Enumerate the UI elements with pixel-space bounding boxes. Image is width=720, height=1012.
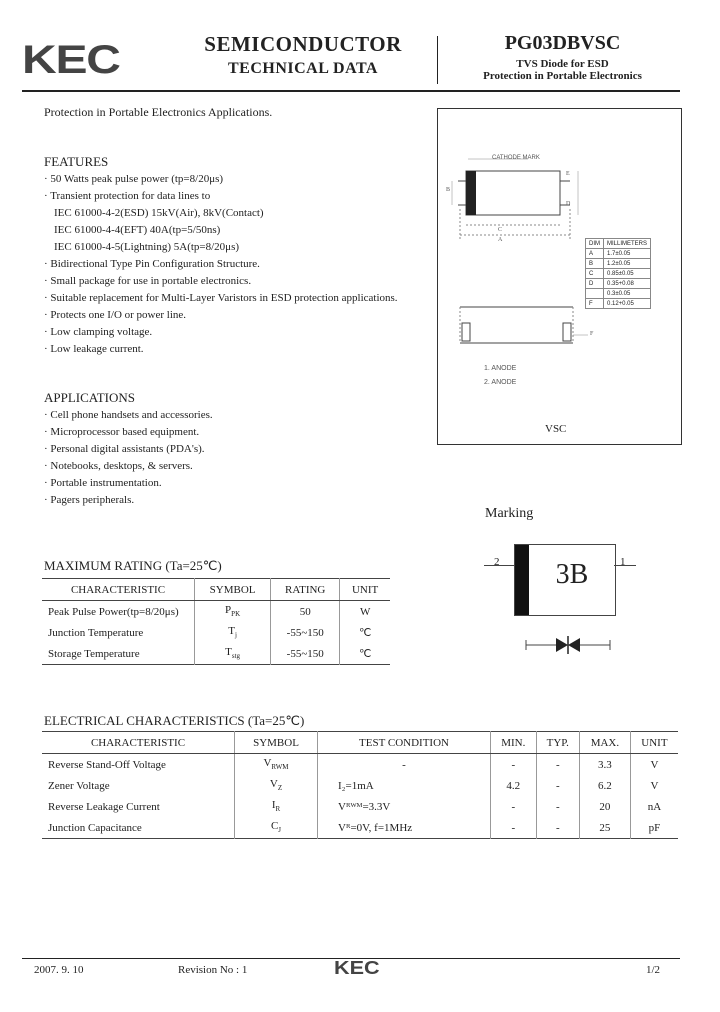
ec-unit: nA — [630, 796, 678, 817]
ec-condition: Vᴿᵂᴹ=3.3V — [318, 796, 491, 817]
part-description — [455, 58, 670, 82]
ec-col-symbol: SYMBOL — [235, 732, 318, 754]
pin2-label: 2. ANODE — [484, 379, 517, 386]
header-subtitle: TECHNICAL DATA — [228, 60, 378, 77]
table-row — [42, 775, 678, 796]
max-symbol: $T_j$ — [195, 622, 271, 643]
marking-code: 3B — [555, 559, 589, 590]
ec-min: - — [491, 796, 537, 817]
table-row — [42, 643, 390, 665]
ec-max: 3.3 — [579, 754, 630, 776]
cathode-band — [466, 171, 476, 215]
dim-label-b: B — [446, 187, 451, 193]
applications-list — [44, 407, 213, 509]
package-name: VSC — [545, 423, 567, 435]
application-item: · Personal digital assistants (PDA's). — [44, 443, 205, 455]
ec-unit: pF — [630, 817, 678, 839]
electrical-table — [42, 731, 678, 839]
application-item: · Microprocessor based equipment. — [44, 426, 200, 438]
ec-col-unit: UNIT — [630, 732, 678, 754]
max-rating-value: -55~150 — [271, 622, 340, 643]
max-unit: ℃ — [340, 622, 390, 643]
dim-header-mm: MILLIMETERS — [604, 239, 651, 249]
dim-cell: A — [586, 249, 604, 259]
package-outline-box — [437, 108, 682, 445]
dim-cell: 1.2±0.05 — [604, 259, 651, 269]
footer-kec-logo: KEC — [334, 958, 380, 978]
table-row — [42, 601, 390, 623]
applications-title: APPLICATIONS — [44, 390, 136, 405]
footer-revision: Revision No : 1 — [178, 964, 248, 976]
max-rating-table — [42, 578, 390, 665]
features-list — [44, 171, 398, 358]
features-title: FEATURES — [44, 154, 109, 169]
dim-cell: 0.85±0.05 — [604, 269, 651, 279]
dim-cell — [586, 289, 604, 299]
ec-typ: - — [536, 775, 579, 796]
feature-item: · Suitable replacement for Multi-Layer Varistors in ESD protection applications. — [44, 292, 398, 304]
ec-min: - — [491, 754, 537, 776]
ec-char: Reverse Stand-Off Voltage — [48, 758, 166, 771]
dim-cell: D — [586, 279, 604, 289]
ec-condition: - — [318, 754, 491, 776]
dim-label-f: F — [590, 331, 594, 337]
ec-col-characteristic: CHARACTERISTIC — [42, 732, 235, 754]
max-unit: ℃ — [340, 643, 390, 665]
ec-symbol: $I_R$ — [235, 796, 318, 817]
feature-item: · Bidirectional Type Pin Configuration Structure. — [44, 258, 260, 270]
ec-char: Junction Capacitance — [48, 821, 142, 834]
bidirectional-diode-symbol — [524, 632, 614, 658]
part-desc-line2: Protection in Portable Electronics — [483, 70, 642, 82]
ec-condition: Vᴿ=0V, f=1MHz — [318, 817, 491, 839]
ec-typ: - — [536, 817, 579, 839]
ec-col-max: MAX. — [579, 732, 630, 754]
table-row — [42, 796, 678, 817]
application-item: · Pagers peripherals. — [44, 494, 135, 506]
dim-cell: 0.3±0.05 — [604, 289, 651, 299]
max-symbol: $P_{PK}$ — [195, 601, 271, 623]
ec-col-typ: TYP. — [536, 732, 579, 754]
ec-unit: V — [630, 775, 678, 796]
feature-item: · 50 Watts peak pulse power (tp=8/20μs) — [44, 173, 224, 185]
header-divider — [437, 36, 438, 84]
application-item: · Cell phone handsets and accessories. — [44, 409, 213, 421]
dim-cell: 0.35+0.08 — [604, 279, 651, 289]
feature-item: IEC 61000-4-2(ESD) 15kV(Air), 8kV(Contact) — [54, 207, 264, 219]
ec-col-min: MIN. — [491, 732, 537, 754]
max-char: Storage Temperature — [48, 647, 140, 660]
max-symbol: $T_{stg}$ — [195, 643, 271, 665]
part-desc-line1: TVS Diode for ESD — [516, 58, 609, 70]
marking-pin-left: 2 — [494, 556, 500, 568]
table-row — [42, 622, 390, 643]
feature-item: IEC 61000-4-5(Lightning) 5A(tp=8/20μs) — [54, 241, 240, 253]
max-rating-title: MAXIMUM RATING (Ta=25℃) — [44, 558, 222, 573]
ec-symbol: $C_J$ — [235, 817, 318, 839]
ec-condition: I₂=1mA — [318, 775, 491, 796]
table-row — [42, 754, 678, 776]
ec-symbol: $V_Z$ — [235, 775, 318, 796]
application-item: · Notebooks, desktops, & servers. — [44, 460, 193, 472]
max-col-rating: RATING — [271, 579, 340, 601]
ec-char: Reverse Leakage Current — [48, 800, 160, 813]
intro-text: Protection in Portable Electronics Applications. — [44, 105, 273, 119]
dim-cell: B — [586, 259, 604, 269]
ec-min: - — [491, 817, 537, 839]
max-unit: W — [340, 601, 390, 623]
cathode-mark-label: CATHODE MARK — [492, 155, 540, 161]
package-body-top-view — [466, 171, 560, 215]
table-row — [42, 817, 678, 839]
kec-logo: KEC — [22, 38, 120, 82]
dim-cell: F — [586, 299, 604, 309]
dimension-table — [585, 238, 651, 309]
ec-min: 4.2 — [491, 775, 537, 796]
footer-page: 1/2 — [646, 964, 661, 976]
max-char: Junction Temperature — [48, 626, 144, 639]
header-title: SEMICONDUCTOR — [204, 32, 402, 56]
feature-item: · Small package for use in portable electronics. — [44, 275, 252, 287]
dim-label-c: C — [498, 227, 503, 233]
header-rule — [22, 90, 680, 92]
max-rating-value: -55~150 — [271, 643, 340, 665]
ec-symbol: $V_{RWM}$ — [235, 754, 318, 776]
dim-header-dim: DIM — [586, 239, 604, 249]
dim-cell: 1.7±0.05 — [604, 249, 651, 259]
ec-max: 6.2 — [579, 775, 630, 796]
pin1-label: 1. ANODE — [484, 365, 517, 372]
max-char: Peak Pulse Power(tp=8/20μs) — [48, 605, 179, 618]
max-col-unit: UNIT — [340, 579, 390, 601]
dim-cell: C — [586, 269, 604, 279]
dim-cell: 0.12+0.05 — [604, 299, 651, 309]
feature-item: · Transient protection for data lines to — [44, 190, 211, 202]
dim-label-d: D — [566, 201, 571, 207]
electrical-title: ELECTRICAL CHARACTERISTICS (Ta=25℃) — [44, 713, 305, 728]
ec-max: 25 — [579, 817, 630, 839]
ec-col-condition: TEST CONDITION — [318, 732, 491, 754]
ec-typ: - — [536, 754, 579, 776]
application-item: · Portable instrumentation. — [44, 477, 162, 489]
part-number: PG03DBVSC — [504, 32, 621, 54]
feature-item: · Low leakage current. — [44, 343, 144, 355]
ec-max: 20 — [579, 796, 630, 817]
marking-pin-right: 1 — [620, 556, 626, 568]
marking-cathode-band — [515, 545, 529, 615]
marking-package — [514, 544, 616, 616]
max-rating-value: 50 — [271, 601, 340, 623]
feature-item: · Low clamping voltage. — [44, 326, 153, 338]
dim-label-a: A — [498, 237, 503, 243]
dim-label-e: E — [566, 171, 570, 177]
marking-title: Marking — [485, 506, 534, 521]
max-col-characteristic: CHARACTERISTIC — [42, 579, 195, 601]
max-col-symbol: SYMBOL — [195, 579, 271, 601]
footer-date: 2007. 9. 10 — [34, 964, 84, 976]
feature-item: · Protects one I/O or power line. — [44, 309, 187, 321]
ec-unit: V — [630, 754, 678, 776]
ec-typ: - — [536, 796, 579, 817]
feature-item: IEC 61000-4-4(EFT) 40A(tp=5/50ns) — [54, 224, 221, 236]
ec-char: Zener Voltage — [48, 779, 110, 792]
